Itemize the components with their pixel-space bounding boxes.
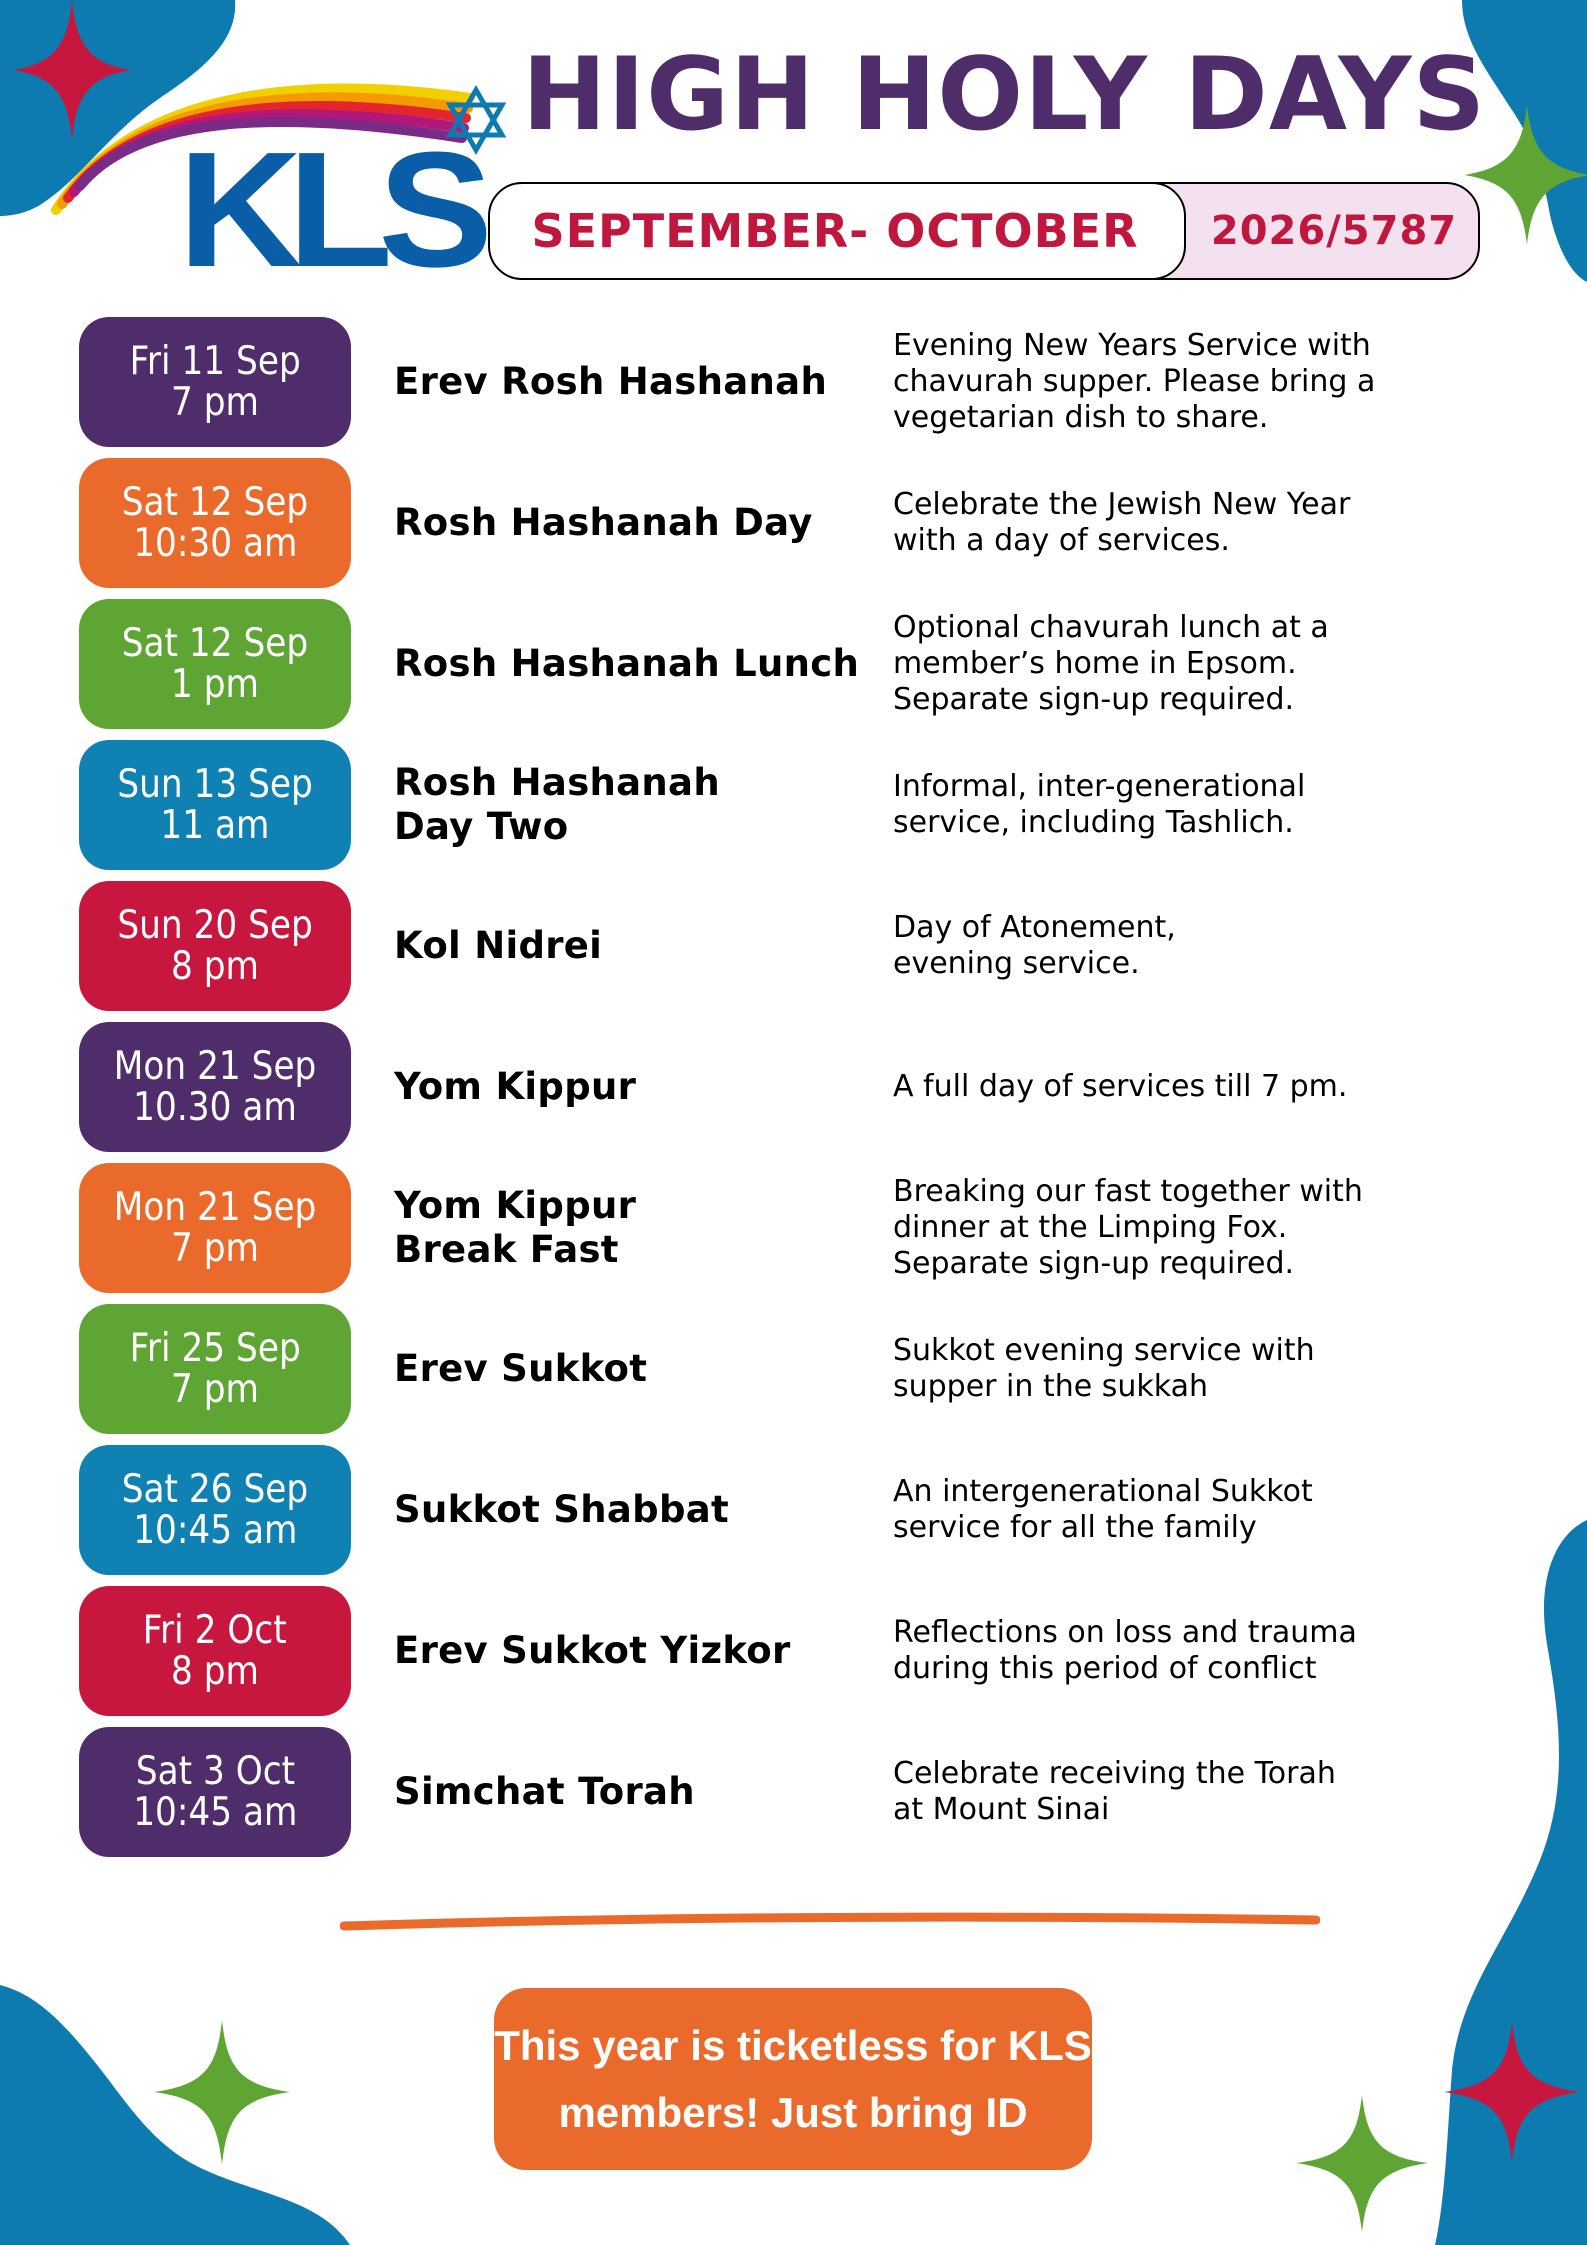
event-row	[0, 1304, 1587, 1434]
event-row	[0, 740, 1587, 870]
event-time: 1 pm	[171, 662, 259, 707]
event-name: Kol Nidrei	[394, 924, 603, 967]
event-day: Sat 3 Oct	[135, 1749, 295, 1794]
event-row	[0, 317, 1587, 447]
event-description: Celebrate receiving the Torah at Mount Sinai	[893, 1756, 1336, 1827]
event-name: Yom Kippur	[394, 1065, 637, 1108]
event-description: Evening New Years Service with chavurah supper. Please bring a vegetarian dish to share.	[893, 328, 1376, 435]
event-day: Sat 12 Sep	[121, 480, 309, 525]
event-name: Erev Sukkot Yizkor	[394, 1629, 791, 1672]
event-name: Yom Kippur Break Fast	[394, 1184, 637, 1271]
event-row	[0, 1022, 1587, 1152]
event-date-badge	[79, 1022, 351, 1152]
kls-logo-text: KLS	[178, 118, 479, 301]
event-date-badge	[79, 1586, 351, 1716]
event-description: Celebrate the Jewish New Year with a day of services.	[893, 487, 1351, 558]
event-row	[0, 1586, 1587, 1716]
event-date-badge	[79, 740, 351, 870]
event-time: 7 pm	[171, 1226, 259, 1271]
event-row	[0, 599, 1587, 729]
event-date-badge	[79, 317, 351, 447]
event-name: Simchat Torah	[394, 1770, 695, 1813]
month-range: SEPTEMBER- OCTOBER	[531, 204, 1139, 258]
event-date-badge	[79, 1727, 351, 1857]
event-time: 7 pm	[171, 380, 259, 425]
event-time: 10:30 am	[132, 521, 298, 566]
event-time: 10.30 am	[133, 1085, 297, 1130]
event-day: Fri 11 Sep	[129, 339, 301, 384]
event-day: Fri 25 Sep	[129, 1326, 301, 1371]
event-name: Sukkot Shabbat	[394, 1488, 729, 1531]
event-description: Day of Atonement, evening service.	[893, 910, 1176, 981]
event-date-badge	[79, 458, 351, 588]
green-sparkle-bottom-right	[1296, 2095, 1428, 2232]
event-name: Erev Sukkot	[394, 1347, 648, 1390]
date-range-pill	[488, 182, 1480, 280]
green-sparkle-bottom-left	[154, 2020, 290, 2165]
event-row	[0, 1163, 1587, 1293]
event-day: Mon 21 Sep	[113, 1044, 317, 1089]
event-date-badge	[79, 1304, 351, 1434]
event-name: Erev Rosh Hashanah	[394, 360, 828, 403]
event-description: Reflections on loss and trauma during this period of conflict	[893, 1615, 1357, 1686]
event-time: 8 pm	[171, 1649, 259, 1694]
event-day: Sun 13 Sep	[117, 762, 313, 807]
event-time: 10:45 am	[132, 1790, 298, 1835]
event-name: Rosh Hashanah Day Two	[394, 761, 720, 848]
orange-divider-line	[340, 1908, 1320, 1932]
event-date-badge	[79, 881, 351, 1011]
event-date-badge	[79, 1163, 351, 1293]
event-day: Fri 2 Oct	[143, 1608, 287, 1653]
event-name: Rosh Hashanah Day	[394, 501, 813, 544]
ticketless-notice: This year is ticketless for KLS members! Just bring ID	[494, 1988, 1092, 2170]
event-date-badge	[79, 1445, 351, 1575]
event-description: Informal, inter-generational service, including Tashlich.	[893, 769, 1306, 840]
page-title: HIGH HOLY DAYS	[522, 35, 1487, 153]
event-description: Optional chavurah lunch at a member’s home in Epsom. Separate sign-up required.	[893, 610, 1329, 717]
event-row	[0, 881, 1587, 1011]
event-time: 7 pm	[171, 1367, 259, 1412]
event-description: Sukkot evening service with supper in the sukkah	[893, 1333, 1315, 1404]
event-day: Sat 26 Sep	[121, 1467, 309, 1512]
event-description: A full day of services till 7 pm.	[893, 1069, 1348, 1104]
bottom-left-blob	[0, 1985, 350, 2245]
event-time: 8 pm	[171, 944, 259, 989]
event-description: Breaking our fast together with dinner at the Limping Fox. Separate sign-up required.	[893, 1174, 1363, 1281]
event-row	[0, 1445, 1587, 1575]
event-time: 10:45 am	[132, 1508, 298, 1553]
year-label: 2026/5787	[1210, 208, 1458, 254]
event-row	[0, 458, 1587, 588]
event-description: An intergenerational Sukkot service for all the family	[893, 1474, 1313, 1545]
event-day: Sun 20 Sep	[117, 903, 313, 948]
event-day: Sat 12 Sep	[121, 621, 309, 666]
event-row	[0, 1727, 1587, 1857]
event-date-badge	[79, 599, 351, 729]
event-day: Mon 21 Sep	[113, 1185, 317, 1230]
event-name: Rosh Hashanah Lunch	[394, 642, 860, 685]
event-time: 11 am	[160, 803, 270, 848]
